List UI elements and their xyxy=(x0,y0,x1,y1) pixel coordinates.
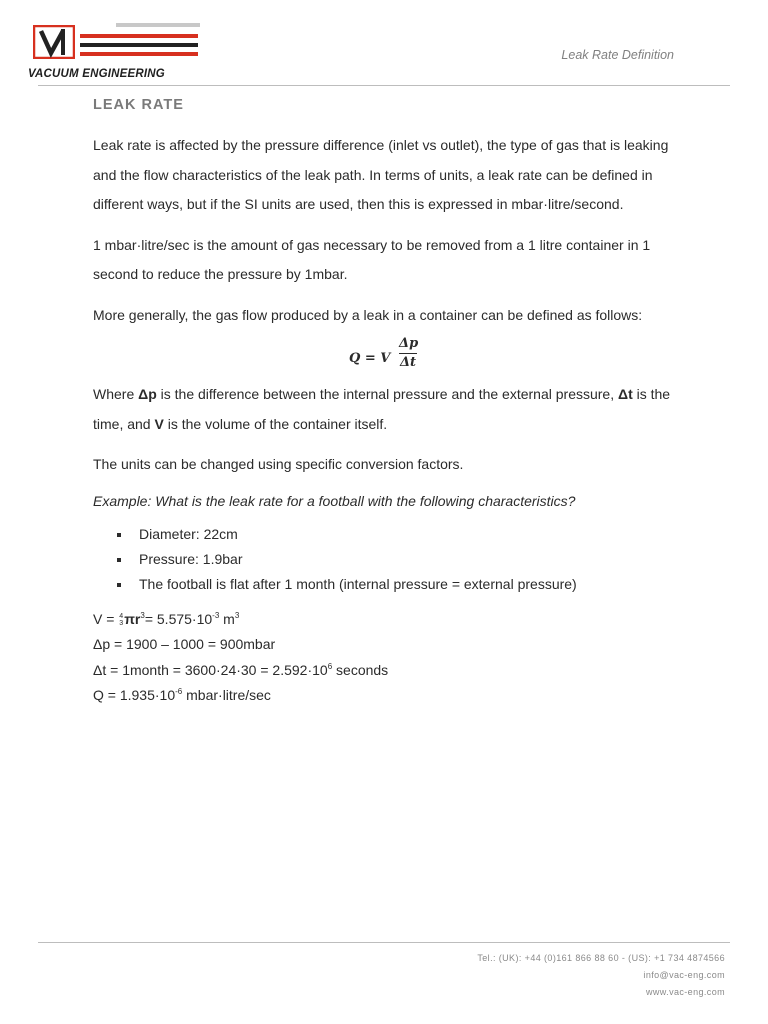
logo-stripe-gray xyxy=(116,23,200,27)
calc-q-main: Q = 1.935·10 xyxy=(93,687,176,703)
calc-v-exp: -3 xyxy=(212,610,220,620)
calc-volume xyxy=(93,607,683,633)
document-body xyxy=(93,131,683,709)
paragraph-unit-definition: 1 mbar·litre/sec is the amount of gas necessary to be removed from a 1 litre container in 1 second to reduce the pressure by 1mbar. xyxy=(93,236,651,282)
where-dt: Δt xyxy=(618,386,633,402)
header-section-title: Leak Rate Definition xyxy=(561,48,674,62)
paragraph-where xyxy=(93,380,683,439)
footer-contact xyxy=(477,950,725,1001)
calc-q-exp: -6 xyxy=(175,687,183,696)
calc-v-pi: πr xyxy=(124,610,141,627)
calc-q xyxy=(93,683,683,709)
calc-dt-main: Δt = 1month = 3600·24·30 = 2.592·10 xyxy=(93,661,328,678)
calc-v-unit-exp: 3 xyxy=(234,610,240,620)
formula-lhs: Q = V xyxy=(349,351,391,366)
where-dp: Δp xyxy=(138,386,157,402)
header-divider xyxy=(38,85,730,86)
paragraph-units-note: The units can be changed using specific conversion factors. xyxy=(93,456,464,472)
calc-delta-t xyxy=(93,658,683,684)
formula-fraction xyxy=(399,336,417,371)
calc-v-rhs: = 5.575·10 xyxy=(144,610,213,627)
formula-denominator: Δt xyxy=(399,355,417,370)
formula-numerator: Δp xyxy=(399,336,417,354)
list-item: Diameter: 22cm xyxy=(117,522,683,547)
logo-stripe-dark xyxy=(80,43,198,47)
logo-stripe-red-2 xyxy=(80,52,198,56)
calculation-block xyxy=(93,607,683,709)
characteristics-list xyxy=(93,522,683,597)
calc-q-unit: mbar·litre/sec xyxy=(182,687,271,703)
calc-dt-unit: seconds xyxy=(332,661,389,678)
paragraph-general: More generally, the gas flow produced by a leak in a container can be defined as follows: xyxy=(93,306,643,323)
calc-v-frac-den: 3 xyxy=(119,619,124,627)
calc-v-unit: m xyxy=(219,610,235,627)
where-text-2: is the difference between the internal pressure and the external pressure, xyxy=(156,386,618,402)
logo-stripe-red xyxy=(80,34,198,38)
logo-wordmark: VACUUM ENGINEERING xyxy=(28,68,165,80)
calc-v-frac-num: 4 xyxy=(119,612,124,620)
calc-delta-p: Δp = 1900 – 1000 = 900mbar xyxy=(93,636,276,652)
footer-phone: Tel.: (UK): +44 (0)161 866 88 60 - (US): +1 734 4874566 xyxy=(477,953,725,963)
page-title: LEAK RATE xyxy=(93,97,184,113)
example-question: Example: What is the leak rate for a football with the following characteristics? xyxy=(93,492,576,509)
leak-rate-formula xyxy=(93,336,683,374)
where-text-3: is the time, and xyxy=(93,386,671,432)
footer-email[interactable]: info@vac-eng.com xyxy=(643,970,725,980)
calc-v-lhs: V = xyxy=(93,610,119,627)
footer-website[interactable]: www.vac-eng.com xyxy=(645,987,725,997)
where-text-4: is the volume of the container itself. xyxy=(163,415,388,432)
list-item: The football is flat after 1 month (internal pressure = external pressure) xyxy=(117,572,683,597)
calc-dt-exp: 6 xyxy=(327,661,333,671)
list-item: Pressure: 1.9bar xyxy=(117,547,683,572)
calc-v-pi-exp: 3 xyxy=(140,610,145,620)
paragraph-intro: Leak rate is affected by the pressure difference (inlet vs outlet), the type of gas that is leaking and the flow characteristics of the leak path. In terms of units, a leak rate can be defined in different ways, but if the SI units are used, then this is expressed in mbar·litre/second. xyxy=(93,137,669,212)
company-logo xyxy=(28,20,204,84)
where-text-1: Where xyxy=(93,386,139,402)
logo-v-mark xyxy=(33,25,75,59)
calc-v-fraction xyxy=(119,613,123,627)
footer-divider xyxy=(38,942,730,943)
where-v: V xyxy=(154,415,164,432)
